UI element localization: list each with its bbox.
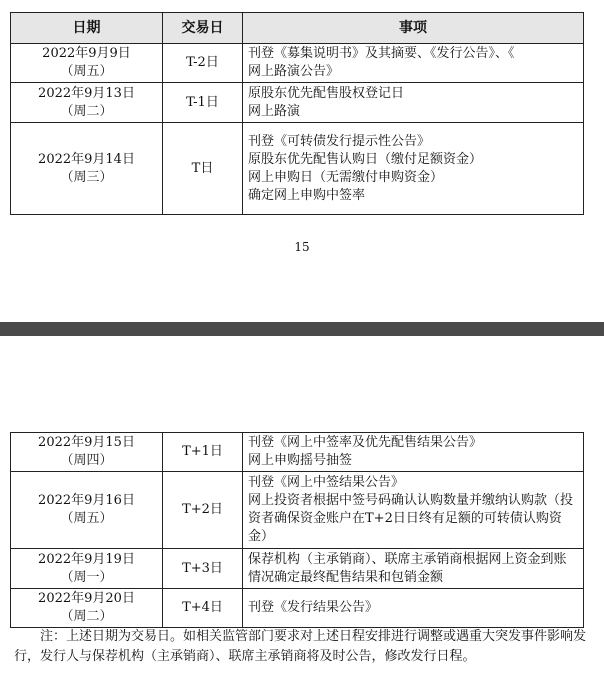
trading-day-cell: T日 xyxy=(163,123,243,215)
table-row xyxy=(11,472,584,549)
event-line: 刊登《发行结果公告》 xyxy=(248,600,379,615)
event-cell xyxy=(243,589,584,628)
event-cell xyxy=(243,123,584,215)
weekday-text: （周二） xyxy=(60,103,113,119)
date-text: 2022年9月20日 xyxy=(38,591,135,606)
trading-day-cell: T+4日 xyxy=(163,589,243,628)
schedule-table-top xyxy=(10,12,584,215)
event-line: 原股东优先配售认购日（缴付足额资金） xyxy=(248,151,483,167)
event-line: 刊登《募集说明书》及其摘要、《发行公告》、《 xyxy=(248,46,515,61)
trading-day-cell: T-2日 xyxy=(163,44,243,83)
event-line: 确定网上申购中签率 xyxy=(248,187,366,203)
event-cell xyxy=(243,44,584,83)
event-line: 刊登《可转债发行提示性公告》 xyxy=(248,133,431,149)
weekday-text: （周四） xyxy=(60,453,113,468)
schedule-note: 注：上述日期为交易日。如相关监管部门要求对上述日程安排进行调整或遇重大突发事件影响发行，发行人与保荐机构（主承销商）、联席主承销商将及时公告，修改发行日程。 xyxy=(14,629,587,664)
table-row xyxy=(11,83,584,123)
event-line: 网上路演公告》 xyxy=(248,64,340,79)
event-line: 网上申购摇号抽签 xyxy=(248,453,353,468)
header-event: 事项 xyxy=(243,13,584,44)
event-line: 网上投资者根据中签号码确认认购数量并缴纳认购款（投资者确保资金账户在T+2日日终有足额的可转债认购资金） xyxy=(248,493,574,544)
date-cell xyxy=(11,549,163,589)
table-row xyxy=(11,44,584,83)
table-row xyxy=(11,123,584,215)
date-cell xyxy=(11,44,163,83)
event-cell xyxy=(243,472,584,549)
schedule-table-bottom xyxy=(10,432,584,628)
event-line: 保荐机构（主承销商）、联席主承销商根据网上资金到账情况确定最终配售结果和包销金额 xyxy=(248,551,567,585)
weekday-text: （周五） xyxy=(60,511,113,526)
date-cell xyxy=(11,589,163,628)
table-row xyxy=(11,549,584,589)
weekday-text: （周一） xyxy=(60,569,113,585)
event-line: 刊登《网上中签结果公告》 xyxy=(248,475,405,490)
event-line: 网上路演 xyxy=(248,103,301,119)
document-page-top xyxy=(0,0,604,322)
weekday-text: （周二） xyxy=(60,609,113,624)
date-cell xyxy=(11,433,163,472)
date-text: 2022年9月16日 xyxy=(38,493,135,508)
event-line: 刊登《网上中签率及优先配售结果公告》 xyxy=(248,435,483,450)
event-line: 原股东优先配售股权登记日 xyxy=(248,85,405,101)
table-row xyxy=(11,433,584,472)
event-cell xyxy=(243,549,584,589)
date-cell xyxy=(11,83,163,123)
trading-day-cell: T+1日 xyxy=(163,433,243,472)
date-text: 2022年9月15日 xyxy=(38,435,135,450)
event-cell xyxy=(243,83,584,123)
date-cell xyxy=(11,123,163,215)
trading-day-cell: T-1日 xyxy=(163,83,243,123)
trading-day-cell: T+3日 xyxy=(163,549,243,589)
header-trading-day: 交易日 xyxy=(163,13,243,44)
weekday-text: （周五） xyxy=(60,64,113,79)
date-text: 2022年9月9日 xyxy=(42,46,131,61)
event-cell xyxy=(243,433,584,472)
trading-day-cell: T+2日 xyxy=(163,472,243,549)
page-separator xyxy=(0,322,604,336)
page-number: 15 xyxy=(294,240,310,254)
weekday-text: （周三） xyxy=(60,169,113,185)
date-text: 2022年9月14日 xyxy=(38,151,135,167)
header-date: 日期 xyxy=(11,13,163,44)
date-cell xyxy=(11,472,163,549)
table-header-row xyxy=(11,13,584,44)
table-row xyxy=(11,589,584,628)
date-text: 2022年9月19日 xyxy=(38,551,135,567)
date-text: 2022年9月13日 xyxy=(38,85,135,101)
event-line: 网上申购日（无需缴付申购资金） xyxy=(248,169,444,185)
